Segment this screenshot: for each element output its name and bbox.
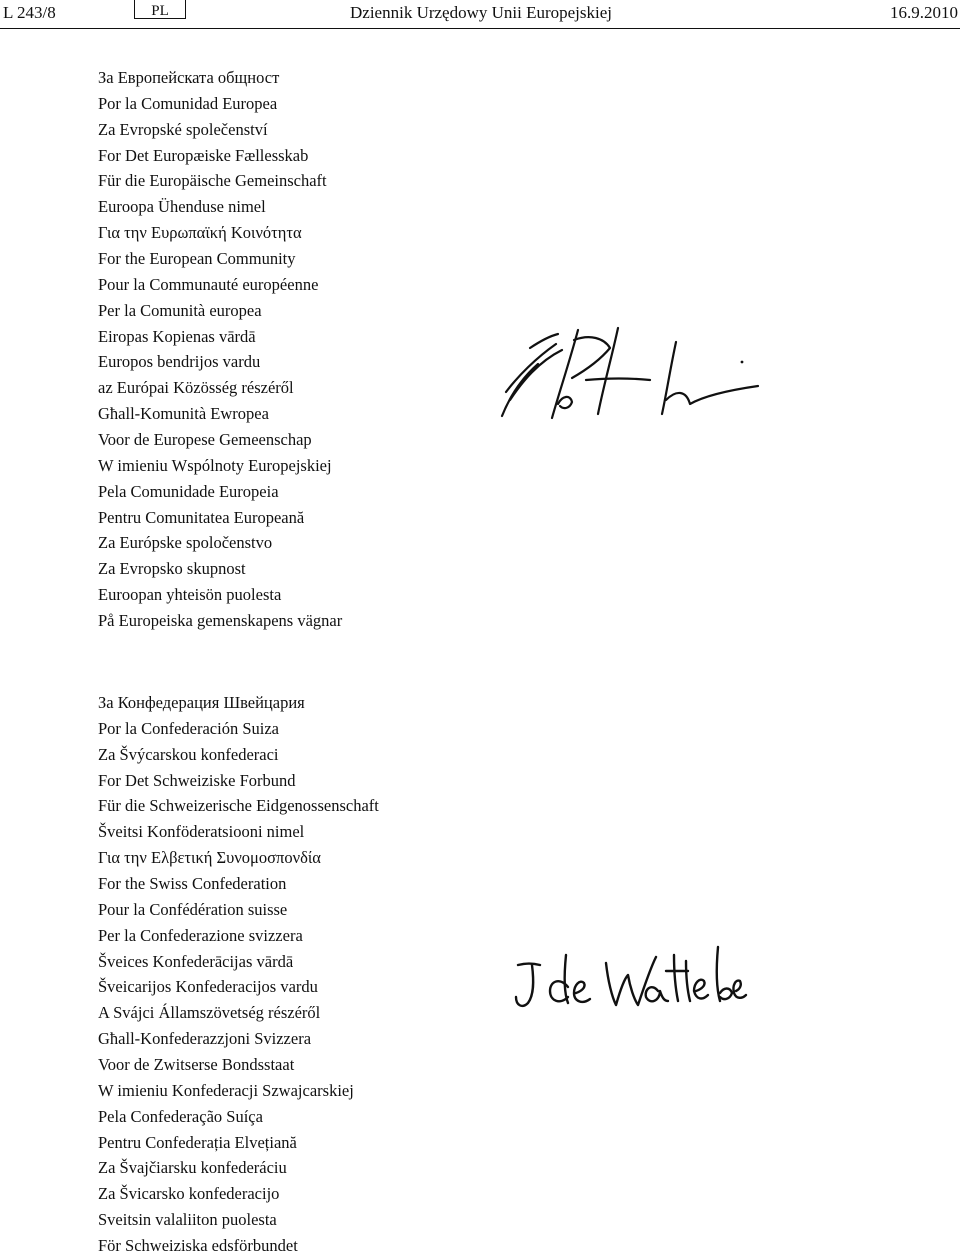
header-rule	[0, 28, 960, 29]
signatory-line: Za Švicarsko konfederacijo	[98, 1184, 280, 1204]
signatory-line: Por la Comunidad Europea	[98, 93, 278, 113]
signatory-line: Per la Confederazione svizzera	[98, 925, 303, 945]
signatory-line: Għall-Konfederazzjoni Svizzera	[98, 1029, 312, 1049]
signatory-line: Eiropas Kopienas vārdā	[98, 326, 256, 346]
signatory-line: Für die Schweizerische Eidgenossenschaft	[98, 796, 379, 816]
signatory-line: W imieniu Wspólnoty Europejskiej	[98, 455, 332, 475]
signatory-line: Per la Comunità europea	[98, 300, 262, 320]
signatory-line: Za Európske spoločenstvo	[98, 533, 273, 553]
signatory-line: Għall-Komunità Ewropea	[98, 404, 269, 424]
page-reference: L 243/8	[3, 3, 56, 22]
signatory-line: Pentru Confederația Elvețiană	[98, 1132, 297, 1152]
signatory-line: Šveicarijos Konfederacijos vardu	[98, 977, 318, 997]
signatory-line: Za Evropské společenství	[98, 119, 268, 139]
signatory-line: Για την Ελβετική Συνομοσπονδία	[98, 848, 321, 868]
signatory-line: För Schweiziska edsförbundet	[98, 1236, 298, 1256]
signatory-line: Für die Europäische Gemeinschaft	[98, 171, 327, 191]
signatory-line: Šveitsi Konföderatsiooni nimel	[98, 822, 305, 842]
signatory-line: Pour la Communauté européenne	[98, 274, 319, 294]
signatory-line: For Det Schweiziske Forbund	[98, 770, 296, 790]
signatory-line: A Svájci Államszövetség részéről	[98, 1003, 321, 1023]
signatory-line: Euroopa Ühenduse nimel	[98, 197, 266, 217]
signatory-line: Voor de Zwitserse Bondsstaat	[98, 1055, 295, 1075]
signatory-line: På Europeiska gemenskapens vägnar	[98, 611, 343, 631]
signatory-line: Pour la Confédération suisse	[98, 899, 288, 919]
community-signatory-block	[98, 65, 342, 634]
signatory-line: Pela Comunidade Europeia	[98, 481, 279, 501]
signatory-line: Por la Confederación Suiza	[98, 718, 279, 738]
signatory-line: Pela Confederação Suíça	[98, 1106, 263, 1126]
signatory-line: Za Evropsko skupnost	[98, 559, 246, 579]
journal-title: Dziennik Urzędowy Unii Europejskiej	[350, 3, 613, 22]
signatory-line: За Европейската общност	[98, 68, 280, 87]
signatory-line: W imieniu Konfederacji Szwajcarskiej	[98, 1080, 354, 1100]
signatory-line: Sveitsin valaliiton puolesta	[98, 1210, 277, 1230]
signatory-line: Voor de Europese Gemeenschap	[98, 430, 312, 450]
page-header	[0, 0, 960, 30]
signatory-line: Šveices Konfederācijas vārdā	[98, 951, 294, 971]
signatory-line: Za Švýcarskou konfederaci	[98, 744, 279, 764]
signatory-line: For Det Europæiske Fællesskab	[98, 145, 309, 165]
swiss-signatory-block	[98, 690, 379, 1259]
signatory-line: За Конфедерация Швейцария	[98, 693, 305, 712]
signatory-line: For the European Community	[98, 249, 296, 269]
signatory-line: az Európai Közösség részéről	[98, 378, 294, 398]
community-handwritten-signature	[500, 320, 770, 430]
signatory-line: For the Swiss Confederation	[98, 874, 287, 894]
signatory-line: Europos bendrijos vardu	[98, 352, 261, 372]
publication-date: 16.9.2010	[890, 3, 958, 22]
signatory-line: Euroopan yhteisön puolesta	[98, 585, 282, 605]
swiss-handwritten-signature	[510, 935, 750, 1020]
signatory-line: Για την Ευρωπαϊκή Κοινότητα	[98, 223, 302, 243]
language-badge: PL	[134, 0, 186, 19]
signatory-line: Pentru Comunitatea Europeană	[98, 507, 305, 527]
signatory-line: Za Švajčiarsku konfederáciu	[98, 1158, 287, 1178]
